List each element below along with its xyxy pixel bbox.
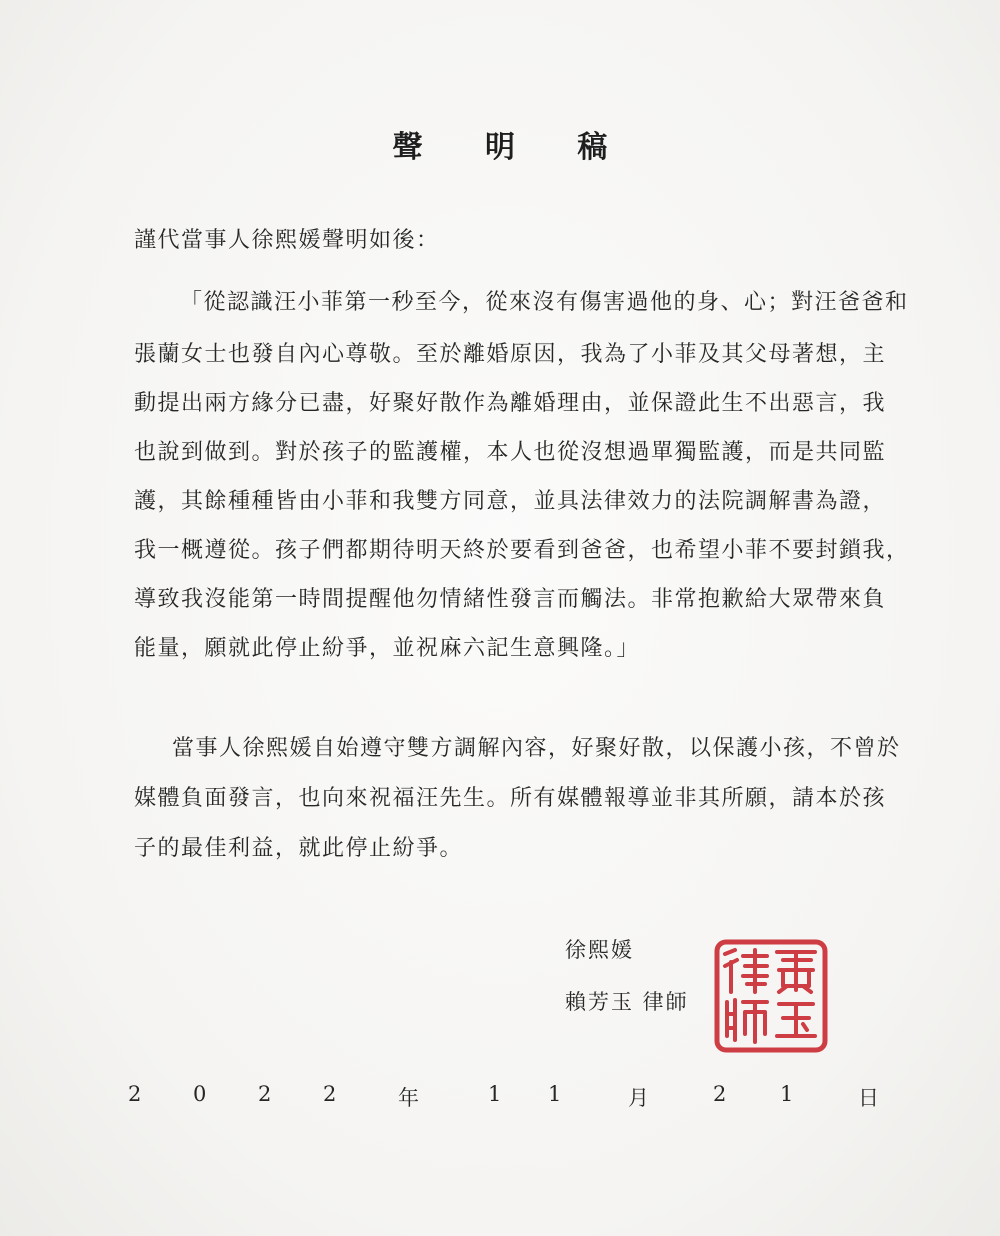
date-year-unit: 年 <box>398 1086 419 1110</box>
document-title: 聲 明 稿 <box>392 130 634 165</box>
date-year-digit: 2 <box>128 1082 142 1106</box>
lawyer-name: 賴芳玉 律師 <box>565 990 689 1014</box>
closing-line: 子的最佳利益，就此停止紛爭。 <box>134 836 464 861</box>
date-month-unit: 月 <box>628 1086 649 1110</box>
quote-line: 張蘭女士也發自內心尊敬。至於離婚原因，我為了小菲及其父母著想，主 <box>134 342 887 367</box>
quote-line: 護，其餘種種皆由小菲和我雙方同意，並具法律效力的法院調解書為證， <box>134 489 887 514</box>
date-year-digit: 0 <box>193 1082 207 1106</box>
quote-line: 能量，願就此停止紛爭，並祝麻六記生意興隆。」 <box>134 636 641 661</box>
date-day-digit: 2 <box>713 1082 727 1106</box>
date-month-digit: 1 <box>548 1082 562 1106</box>
date-day-digit: 1 <box>780 1082 794 1106</box>
date-month-digit: 1 <box>488 1082 502 1106</box>
closing-line: 當事人徐熙媛自始遵守雙方調解內容，好聚好散，以保護小孩，不曾於 <box>172 736 901 761</box>
date-year-digit: 2 <box>258 1082 272 1106</box>
intro-line: 謹代當事人徐熙媛聲明如後： <box>134 228 440 253</box>
quote-line: 也說到做到。對於孩子的監護權，本人也從沒想過單獨監護，而是共同監 <box>134 440 887 465</box>
quote-line: 「從認識汪小菲第一秒至今，從來沒有傷害過他的身、心；對汪爸爸和 <box>180 290 909 315</box>
quote-line: 我一概遵從。孩子們都期待明天終於要看到爸爸，也希望小菲不要封鎖我， <box>134 538 910 563</box>
signatory-name: 徐熙媛 <box>565 938 634 962</box>
quote-line: 動提出兩方緣分已盡，好聚好散作為離婚理由，並保證此生不出惡言，我 <box>134 391 887 416</box>
date-year-digit: 2 <box>323 1082 337 1106</box>
date-day-unit: 日 <box>858 1086 879 1110</box>
closing-line: 媒體負面發言，也向來祝福汪先生。所有媒體報導並非其所願，請本於孩 <box>134 786 887 811</box>
quote-line: 導致我沒能第一時間提醒他勿情緒性發言而觸法。非常抱歉給大眾帶來負 <box>134 587 887 612</box>
lawyer-seal-stamp <box>713 938 829 1054</box>
